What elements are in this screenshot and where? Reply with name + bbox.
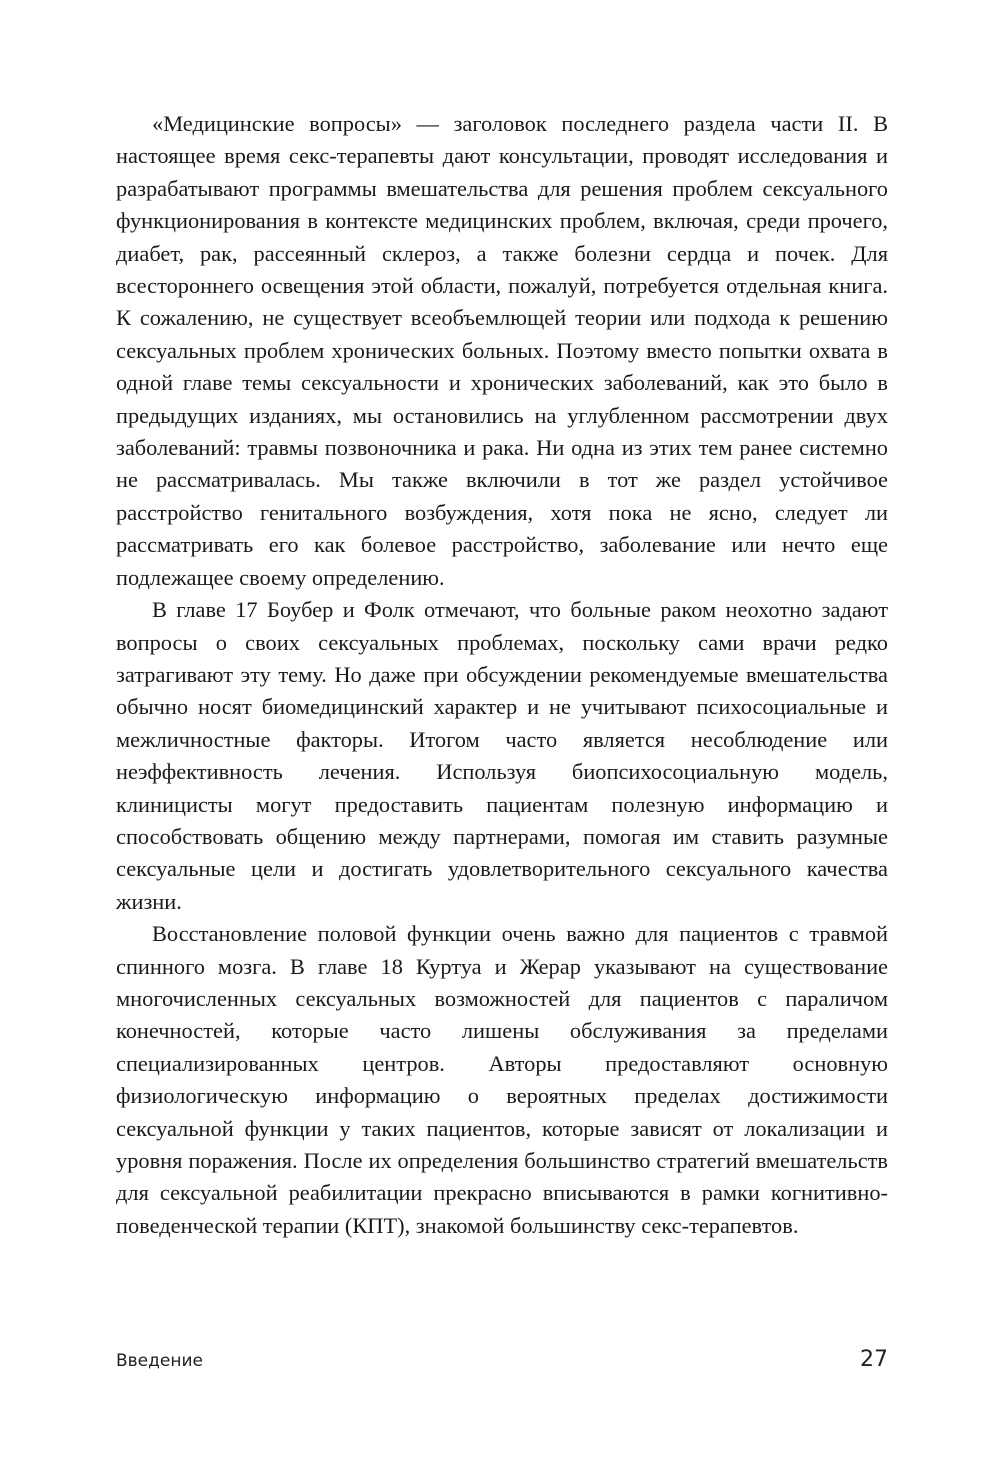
body-text <box>116 108 888 1242</box>
paragraph-3: Восстановление половой функции очень важно для пациентов с травмой спинного мозга. В главе 18 Куртуа и Жерар указывают на существование многочисленных сексуальных возможностей для пациентов с параличом конечностей, которые часто лишены обслуживания за пределами специализированных центров. Авторы предоставляют основную физиологическую информацию о вероятных пределах достижимости сексуальной функции у таких пациентов, которые зависят от локализации и уровня поражения. После их определения большинство стратегий вмешательств для сексуальной реабилитации прекрасно вписываются в рамки когнитивно-поведенческой терапии (КПТ), знакомой большинству секс-терапевтов. <box>116 921 888 1238</box>
page-number: 27 <box>860 1347 888 1372</box>
paragraph-1: «Медицинские вопросы» — заголовок последнего раздела части II. В настоящее время секс-терапевты дают консультации, проводят исследования и разрабатывают программы вмешательства для решения проблем сексуального функционирования в контексте медицинских проблем, включая, среди прочего, диабет, рак, рассеянный склероз, а также болезни сердца и почек. Для всестороннего освещения этой области, пожалуй, потребуется отдельная книга. К сожалению, не существует всеобъемлющей теории или подхода к решению сексуальных проблем хронических больных. Поэтому вместо попытки охвата в одной главе темы сексуальности и хронических заболеваний, как это было в предыдущих изданиях, мы остановились на углубленном рассмотрении двух заболеваний: травмы позвоночника и рака. Ни одна из этих тем ранее системно не рассматривалась. Мы также включили в тот же раздел устойчивое расстройство генитального возбуждения, хотя пока не ясно, следует ли рассматривать его как болевое расстройство, заболевание или нечто еще подлежащее своему определению. <box>116 111 888 590</box>
paragraph-2: В главе 17 Боубер и Фолк отмечают, что больные раком неохотно задают вопросы о своих сексуальных проблемах, поскольку сами врачи редко затрагивают эту тему. Но даже при обсуждении рекомендуемые вмешательства обычно носят биомедицинский характер и не учитывают психосоциальные и межличностные факторы. Итогом часто является несоблюдение или неэффективность лечения. Используя биопсихосоциальную модель, клиницисты могут предоставить пациентам полезную информацию и способствовать общению между партнерами, помогая им ставить разумные сексуальные цели и достигать удовлетворительного сексуального качества жизни. <box>116 597 888 914</box>
page-footer <box>116 1347 888 1377</box>
running-footer-title: Введение <box>116 1351 203 1371</box>
